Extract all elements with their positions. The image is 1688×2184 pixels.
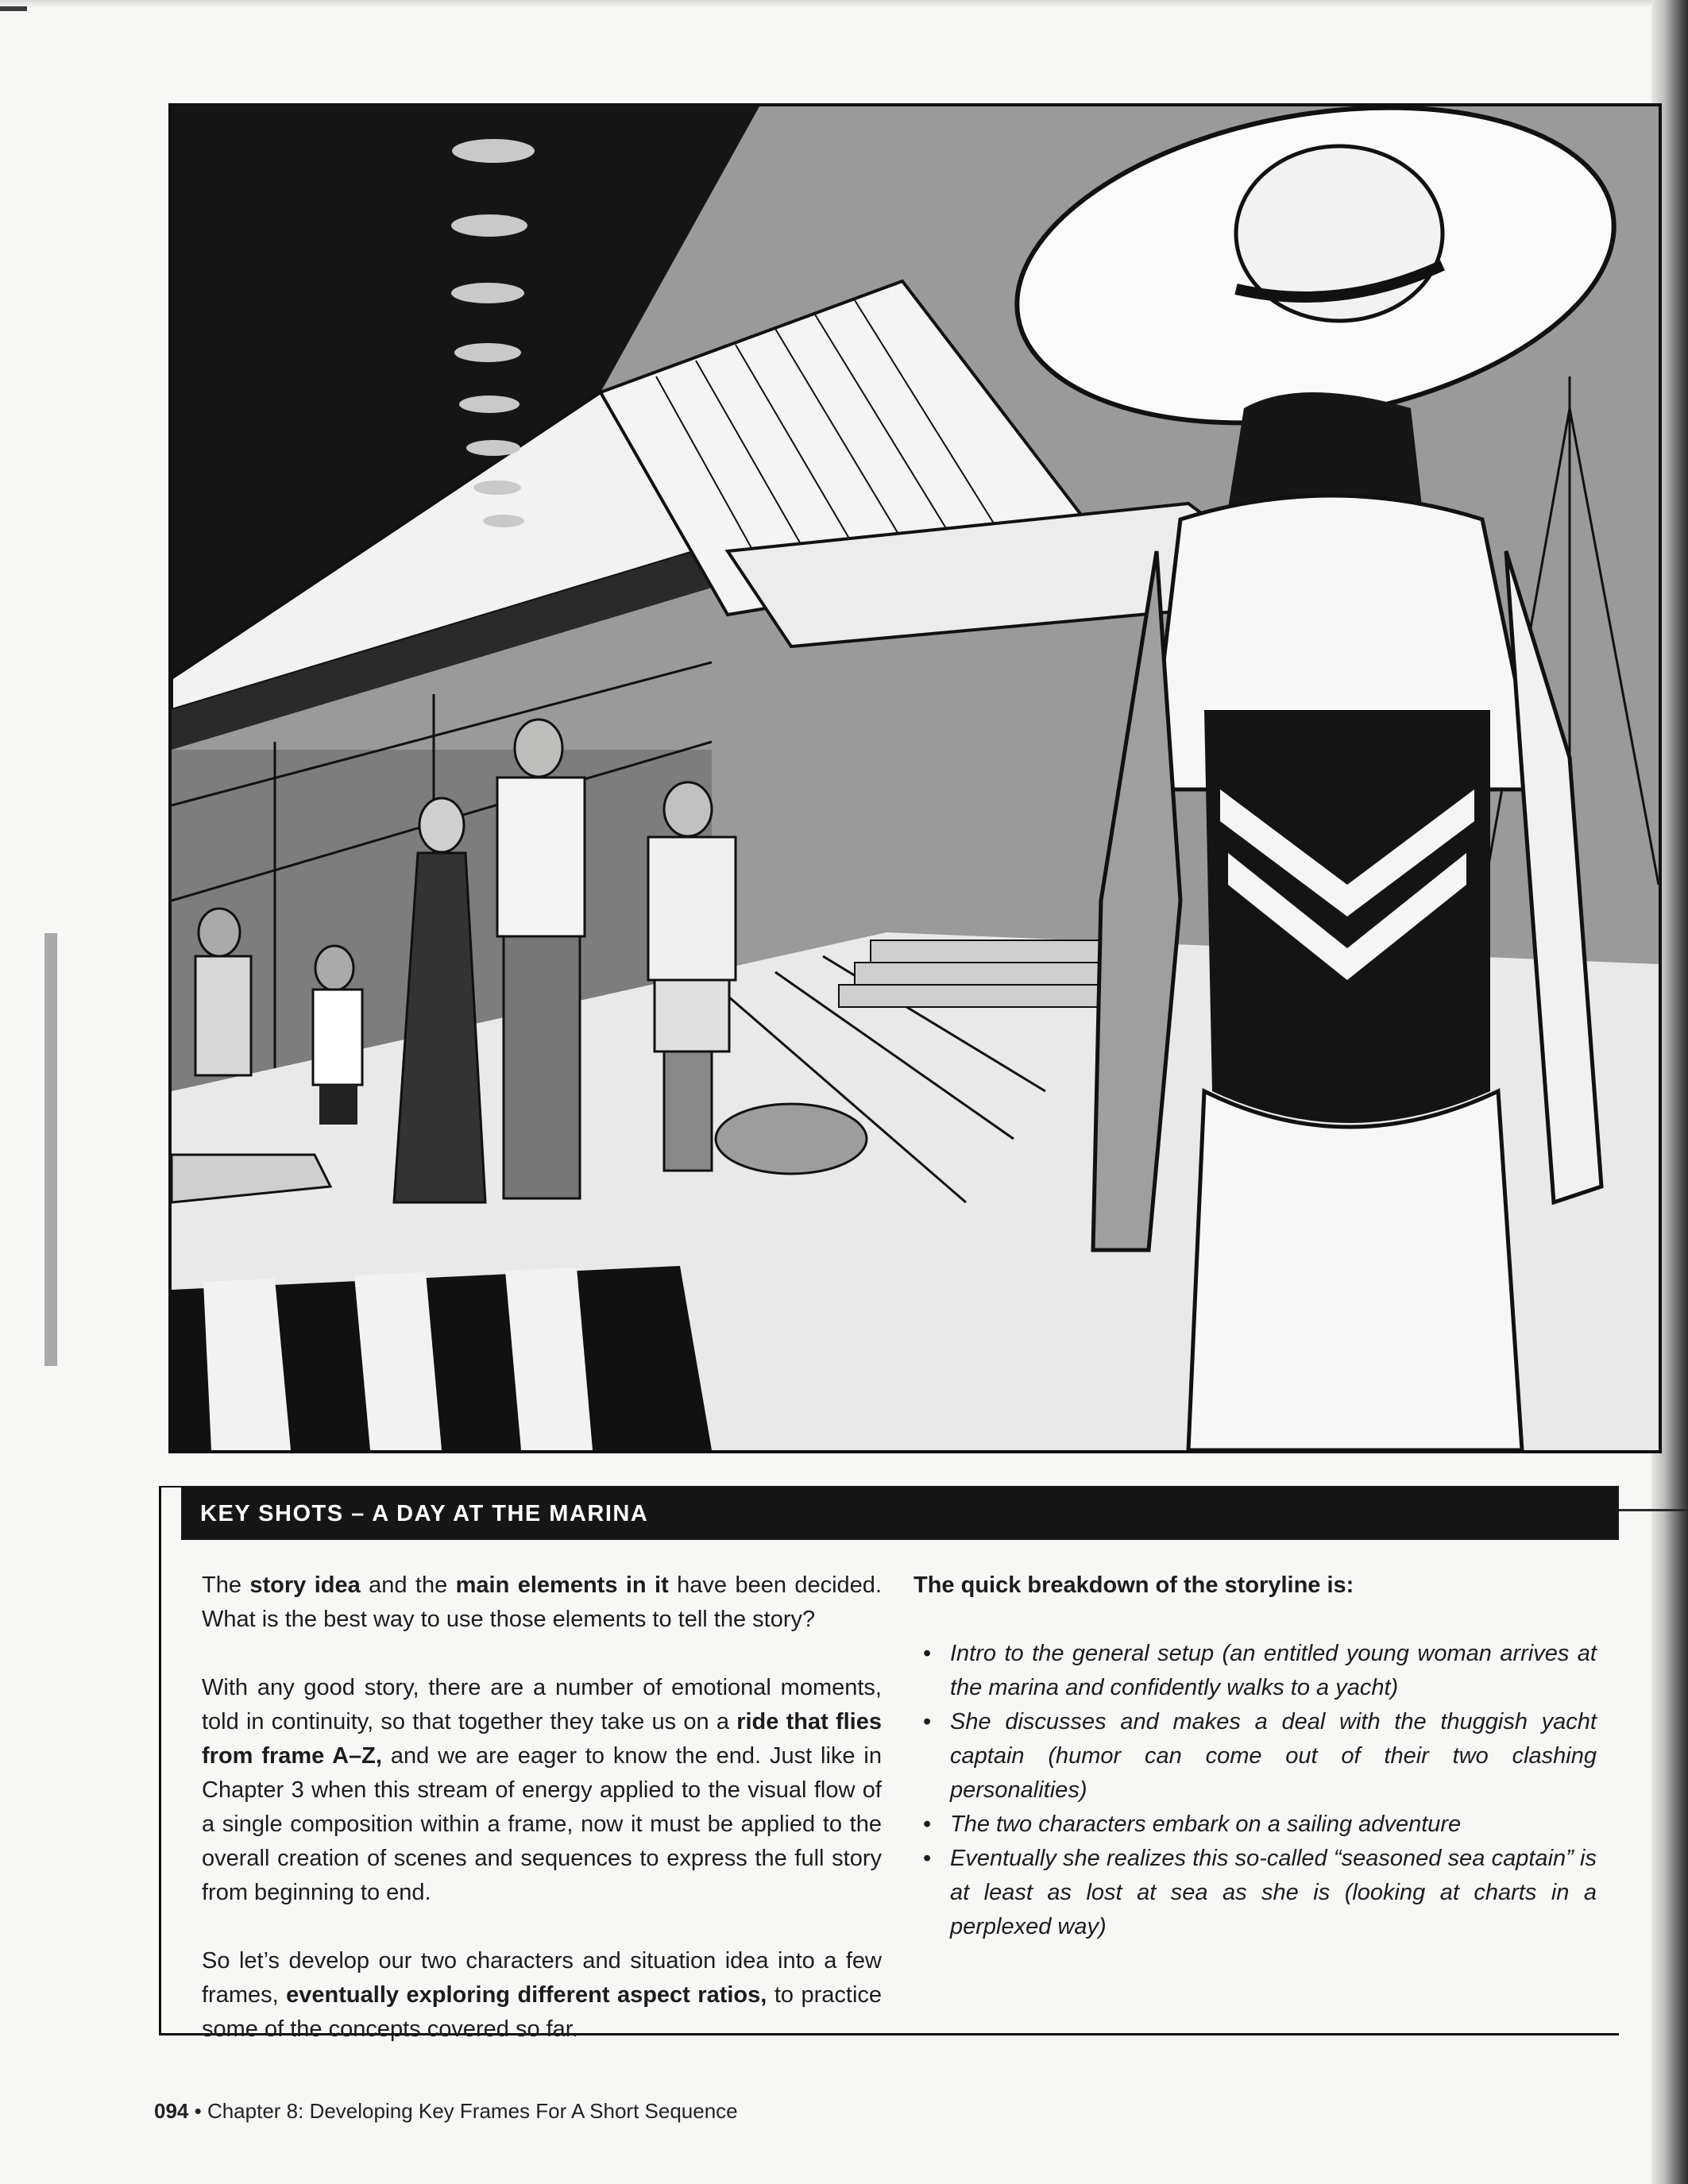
chapter-title: • Chapter 8: Developing Key Frames For A Short Sequence: [188, 2099, 738, 2123]
list-item: • The two characters embark on a sailing adventure: [914, 1808, 1597, 1842]
bold-run: ride that flies from frame A–Z,: [202, 1709, 882, 1769]
page-number: 094: [154, 2099, 189, 2123]
right-column: [914, 1569, 1597, 1944]
illustration-canvas: [172, 106, 1659, 1450]
side-strip: [44, 933, 57, 1366]
paragraph-develop-characters: [202, 1944, 882, 2047]
text-run: have been decided. What is the best way to use those elements to tell the story?: [202, 1572, 882, 1632]
paragraph-emotional-moments: [202, 1671, 882, 1910]
section-title: KEY SHOTS – A DAY AT THE MARINA: [200, 1501, 649, 1526]
text-run: and the: [360, 1572, 456, 1598]
breakdown-heading: The quick breakdown of the storyline is:: [914, 1572, 1354, 1598]
text-run: and we are eager to know the end. Just like in Chapter 3 when this stream of energy applied to the visual flow of a single composition within a frame, now it must be applied to the overall creation of scenes and sequences to express the full story from beginning to end.: [202, 1743, 882, 1905]
page-footer: [154, 2097, 738, 2125]
text-run: The: [202, 1572, 250, 1598]
text-run: So let’s develop our two characters and situation idea into a few frames,: [202, 1948, 882, 2008]
bold-run: story idea: [249, 1572, 361, 1598]
storyline-bullets: [914, 1637, 1597, 1944]
list-item: • Intro to the general setup (an entitled young woman arrives at the marina and confidently walks to a yacht): [914, 1637, 1597, 1705]
text-run: With any good story, there are a number of emotional moments, told in continuity, so that together they take us on a: [202, 1675, 882, 1734]
paragraph-story-idea: [202, 1569, 882, 1637]
left-column: [202, 1569, 882, 2081]
list-item: • She discusses and makes a deal with the thuggish yacht captain (humor can come out of their two clashing personalities): [914, 1705, 1597, 1808]
list-item: • Eventually she realizes this so-called “seasoned sea captain” is at least as lost at sea as she is (looking at charts in a perplexed way): [914, 1842, 1597, 1944]
marina-scene-illustration: [168, 103, 1662, 1453]
striped-towel: [172, 1266, 712, 1450]
header-rule: [1619, 1509, 1688, 1511]
page-top-edge: [0, 0, 1688, 8]
corner-mark: [0, 6, 27, 11]
bold-run: eventually exploring different aspect ratios,: [286, 1982, 767, 2008]
bold-run: main elements in it: [455, 1572, 669, 1598]
text-run: to practice some of the concepts covered so far.: [202, 1982, 883, 2042]
